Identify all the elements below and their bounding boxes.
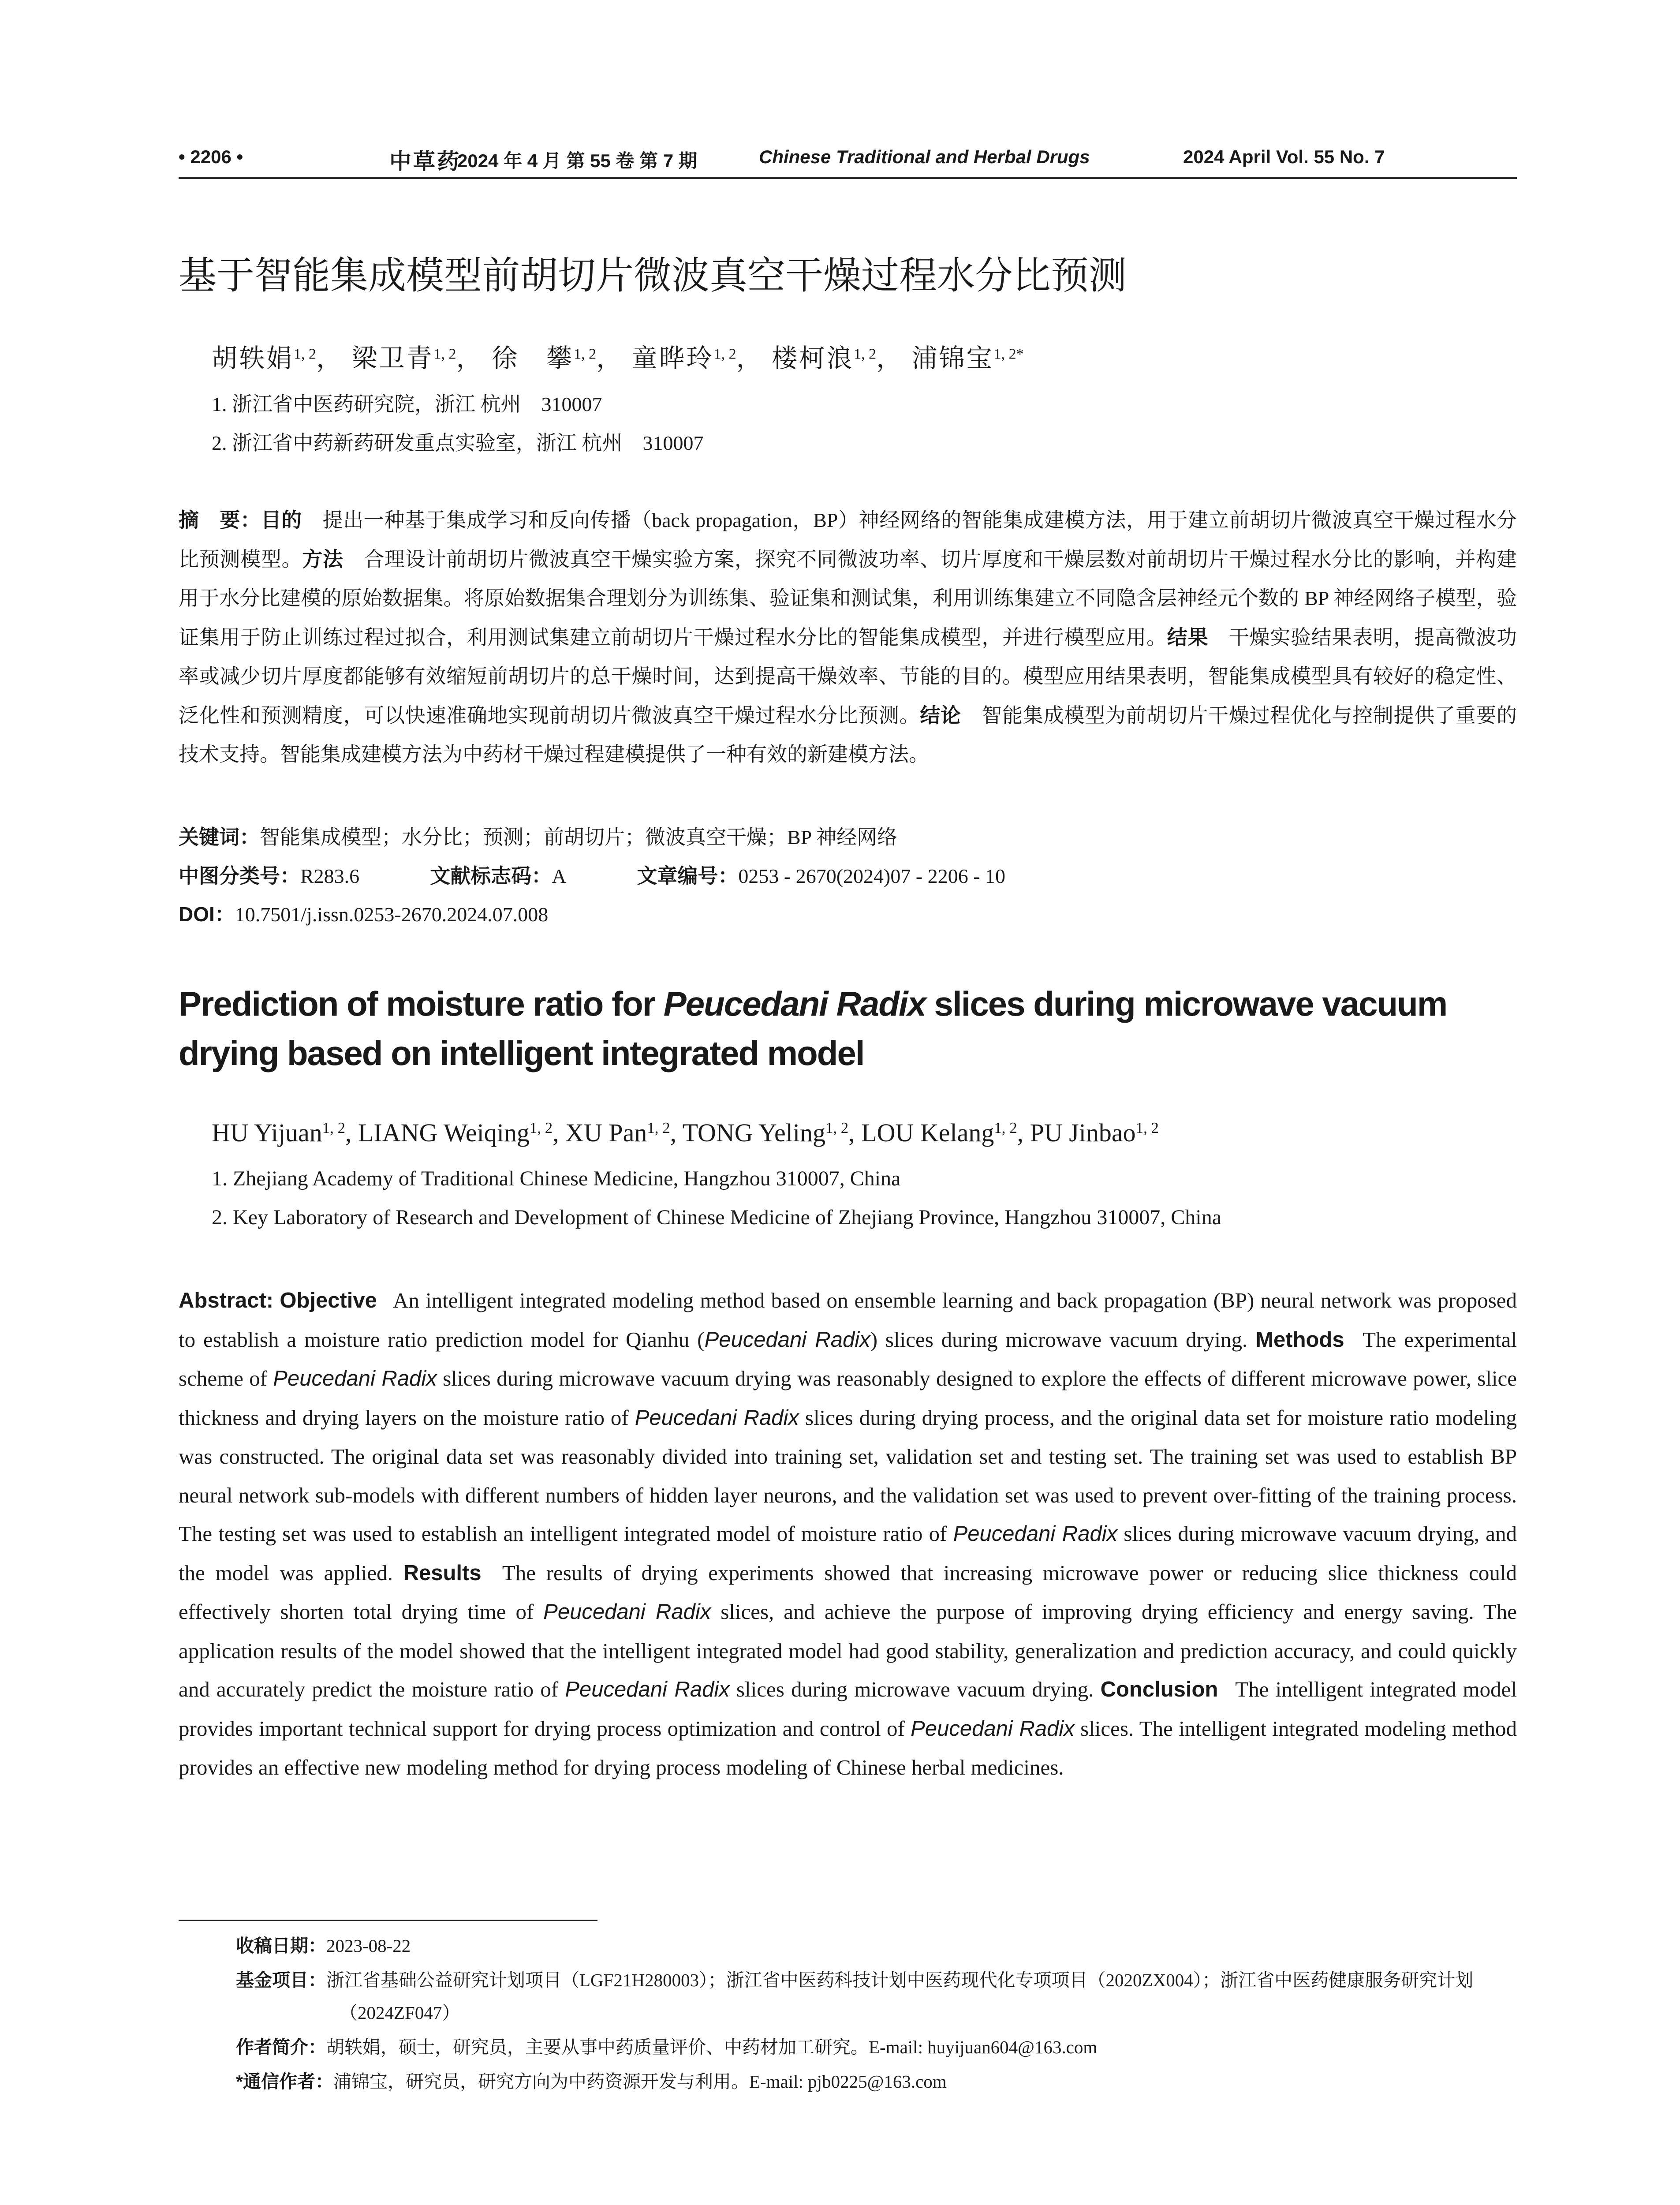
author-affiliation-mark: 1, 2 xyxy=(994,1119,1017,1136)
corresponding-label: *通信作者： xyxy=(236,2071,333,2092)
results-text-en: The results of drying experiments showed that increasing microwave power or reducing slice thickness could effectively shorten total drying time of xyxy=(179,1560,1517,1624)
species-name: Peucedani Radix xyxy=(911,1716,1075,1741)
author-name: LIANG Weiqing xyxy=(358,1118,530,1147)
results-text-cn: 干燥实验结果表明，提高微波功率或减少切片厚度都能够有效缩短前胡切片的总干燥时间，达到提高干燥效率、节能的目的。模型应用结果表明，智能集成模型具有较好的稳定性、泛化性和预测精度，可以快速准确地实现前胡切片微波真空干燥过程水分比预测。 xyxy=(179,626,1517,727)
doi-line xyxy=(179,898,1517,927)
author-affiliation-mark: 1, 2 xyxy=(294,346,317,363)
author-affiliation-mark: 1, 2 xyxy=(713,346,736,363)
affiliation-cn-2: 2. 浙江省中药新药研发重点实验室，浙江 杭州 310007 xyxy=(212,432,704,454)
keywords-text-cn: 智能集成模型；水分比；预测；前胡切片；微波真空干燥；BP 神经网络 xyxy=(260,826,898,848)
header-rule xyxy=(179,177,1517,179)
abstract-en xyxy=(179,1281,1517,1787)
doc-code-value: A xyxy=(552,865,567,887)
author-name: 徐 攀 xyxy=(492,344,574,373)
author-affiliation-mark: 1, 2 xyxy=(433,346,456,363)
methods-label-cn: 方法 xyxy=(302,548,343,571)
author-separator: , xyxy=(848,1118,862,1147)
journal-name-cn: 中草药 xyxy=(389,149,461,174)
objective-label-cn: 目的 xyxy=(261,508,302,531)
author-separator: , xyxy=(553,1118,566,1147)
author-list-en xyxy=(212,1118,1490,1147)
author-affiliation-mark: 1, 2 xyxy=(529,1119,553,1136)
author-name: XU Pan xyxy=(565,1118,647,1147)
author-affiliation-mark: 1, 2* xyxy=(993,346,1024,363)
author-name: 胡轶娟 xyxy=(212,344,294,373)
objective-text-en: ) slices during microwave vacuum drying. xyxy=(870,1327,1248,1352)
footnote-funding xyxy=(236,1964,1517,2029)
objective-text-en: An intelligent integrated modeling method based on ensemble learning and back propagation (BP) neural network was proposed to establish a moisture ratio prediction model for Qianhu ( xyxy=(179,1288,1517,1352)
species-name: Peucedani Radix xyxy=(635,1405,799,1430)
journal-name-en: Chinese Traditional and Herbal Drugs xyxy=(759,146,1090,167)
conclusion-label-cn: 结论 xyxy=(920,704,961,727)
issue-info-en: 2024 April Vol. 55 No. 7 xyxy=(1183,146,1385,167)
author-separator: , xyxy=(670,1118,683,1147)
author-name: HU Yijuan xyxy=(212,1118,322,1147)
author-name: 楼柯浪 xyxy=(772,344,854,373)
affiliation-en-1: 1. Zhejiang Academy of Traditional Chinese Medicine, Hangzhou 310007, China xyxy=(212,1167,901,1190)
conclusion-text-en: slices. The intelligent integrated modeling method provides an effective new modeling method for drying process modeling of Chinese herbal medicines. xyxy=(179,1716,1517,1779)
methods-label-en: Methods xyxy=(1255,1327,1344,1352)
methods-text-en: The experimental scheme of xyxy=(179,1327,1517,1390)
author-separator: , xyxy=(345,1118,358,1147)
author-affiliation-mark: 1, 2 xyxy=(574,346,597,363)
issue-info-cn: 2024 年 4 月 第 55 卷 第 7 期 xyxy=(457,150,697,171)
species-name: Peucedani Radix xyxy=(953,1522,1118,1546)
author-affiliation-mark: 1, 2 xyxy=(322,1119,345,1136)
doi-link[interactable]: 10.7501/j.issn.0253-2670.2024.07.008 xyxy=(235,903,549,926)
author-affiliation-mark: 1, 2 xyxy=(825,1119,849,1136)
funding-text: 浙江省基础公益研究计划项目（LGF21H280003）；浙江省中医药科技计划中医药现代化专项项目（2020ZX004）；浙江省中医药健康服务研究计划（2024ZF047） xyxy=(326,1970,1474,2023)
footnote-received xyxy=(236,1929,1517,1962)
title-en-part2: slices during microwave vacuum drying based on intelligent integrated model xyxy=(179,984,1447,1073)
methods-text-en: slices during microwave vacuum drying, and the model was applied. xyxy=(179,1521,1517,1585)
page-number: • 2206 • xyxy=(179,146,243,167)
author-separator: ， xyxy=(316,344,344,373)
received-label: 收稿日期： xyxy=(236,1936,326,1956)
conclusion-text-en: The intelligent integrated model provides important technical support for drying process optimization and control of xyxy=(179,1677,1517,1741)
author-affiliation-mark: 1, 2 xyxy=(854,346,877,363)
author-name: 梁卫青 xyxy=(351,344,434,373)
article-title-cn: 基于智能集成模型前胡切片微波真空干燥过程水分比预测 xyxy=(179,254,1127,297)
clc-value: R283.6 xyxy=(300,865,360,887)
article-number-label: 文章编号： xyxy=(637,864,739,887)
keywords-cn xyxy=(179,821,1517,850)
doc-code-label: 文献标志码： xyxy=(430,864,552,887)
author-separator: , xyxy=(1017,1118,1030,1147)
funding-label: 基金项目： xyxy=(236,1970,326,1990)
author-affiliation-mark: 1, 2 xyxy=(1135,1119,1159,1136)
corresponding-text: 浦锦宝，研究员，研究方向为中药资源开发与利用。E-mail: pjb0225@163.com xyxy=(333,2071,947,2092)
doi-label: DOI： xyxy=(179,903,235,926)
footnote-author-bio xyxy=(236,2031,1517,2063)
author-bio-label: 作者简介： xyxy=(236,2037,326,2057)
footnote-rule xyxy=(179,1920,597,1921)
methods-text-cn: 合理设计前胡切片微波真空干燥实验方案，探究不同微波功率、切片厚度和干燥层数对前胡切片干燥过程水分比的影响，并构建用于水分比建模的原始数据集。将原始数据集合理划分为训练集、验证集和测试集，利用训练集建立不同隐含层神经元个数的 BP 神经网络子模型，验证集用于防止训练过程过拟合，利用测试集建立前胡切片干燥过程水分比的智能集成模型，并进行模型应用。 xyxy=(179,548,1517,649)
author-separator: ， xyxy=(596,344,624,373)
conclusion-label-en: Conclusion xyxy=(1100,1678,1218,1701)
species-name: Peucedani Radix xyxy=(543,1600,711,1624)
author-name: TONG Yeling xyxy=(682,1118,825,1147)
affiliation-en-2: 2. Key Laboratory of Research and Development of Chinese Medicine of Zhejiang Province, Hangzhou 310007, China xyxy=(212,1206,1222,1229)
author-affiliation-mark: 1, 2 xyxy=(647,1119,670,1136)
classification-line xyxy=(179,860,1517,889)
author-bio-text: 胡轶娟，硕士，研究员，主要从事中药质量评价、中药材加工研究。E-mail: huyijuan604@163.com xyxy=(326,2037,1098,2057)
species-name: Peucedani Radix xyxy=(273,1367,437,1390)
results-label-cn: 结果 xyxy=(1167,626,1209,649)
species-name: Peucedani Radix xyxy=(704,1327,870,1352)
affiliation-cn-1: 1. 浙江省中医药研究院，浙江 杭州 310007 xyxy=(212,393,602,415)
conclusion-text-cn: 智能集成模型为前胡切片干燥过程优化与控制提供了重要的技术支持。智能集成建模方法为中药材干燥过程建模提供了一种有效的新建模方法。 xyxy=(179,704,1517,766)
author-separator: ， xyxy=(456,344,484,373)
abstract-cn xyxy=(179,501,1517,774)
title-en-part1: Prediction of moisture ratio for xyxy=(179,984,664,1023)
methods-text-en: slices during microwave vacuum drying was reasonably designed to explore the effects of different microwave power, slice thickness and drying layers on the moisture ratio of xyxy=(179,1366,1517,1430)
abstract-label-en: Abstract: xyxy=(179,1289,274,1312)
clc-label: 中图分类号： xyxy=(179,864,300,887)
running-header xyxy=(179,142,1517,174)
author-name: PU Jinbao xyxy=(1030,1118,1136,1147)
author-name: 童晔玲 xyxy=(631,344,714,373)
author-name: LOU Kelang xyxy=(861,1118,994,1147)
abstract-label-cn: 摘 要： xyxy=(179,508,261,531)
author-separator: ， xyxy=(876,344,904,373)
article-title-en xyxy=(179,979,1517,1078)
author-name: 浦锦宝 xyxy=(911,344,994,373)
title-en-species: Peucedani Radix xyxy=(663,984,926,1023)
results-text-en: slices during microwave vacuum drying. xyxy=(729,1677,1094,1701)
species-name: Peucedani Radix xyxy=(565,1678,730,1701)
article-number-value: 0253 - 2670(2024)07 - 2206 - 10 xyxy=(738,865,1006,887)
results-text-en: slices, and achieve the purpose of improving drying efficiency and energy saving. The application results of the model showed that the intelligent integrated model had good stability, generalization and prediction accuracy, and could quickly and accurately predict the moisture ratio of xyxy=(179,1600,1517,1701)
author-separator: ， xyxy=(736,344,764,373)
received-date: 2023-08-22 xyxy=(326,1936,411,1956)
objective-label-en: Objective xyxy=(280,1289,377,1312)
methods-text-en: slices during drying process, and the original data set for moisture ratio modeling was constructed. The original data set was reasonably divided into training set, validation set and testing set. The training set was used to establish BP neural network sub-models with different numbers of hidden layer neurons, and the validation set was used to prevent over-fitting of the training process. The testing set was used to establish an intelligent integrated model of moisture ratio of xyxy=(179,1405,1517,1546)
footnote-corresponding-author xyxy=(236,2065,1517,2098)
objective-text-cn: 提出一种基于集成学习和反向传播（back propagation，BP）神经网络的智能集成建模方法，用于建立前胡切片微波真空干燥过程水分比预测模型。 xyxy=(179,509,1517,571)
results-label-en: Results xyxy=(403,1561,482,1585)
keywords-label-cn: 关键词： xyxy=(179,826,260,848)
author-list-cn xyxy=(212,337,1490,374)
